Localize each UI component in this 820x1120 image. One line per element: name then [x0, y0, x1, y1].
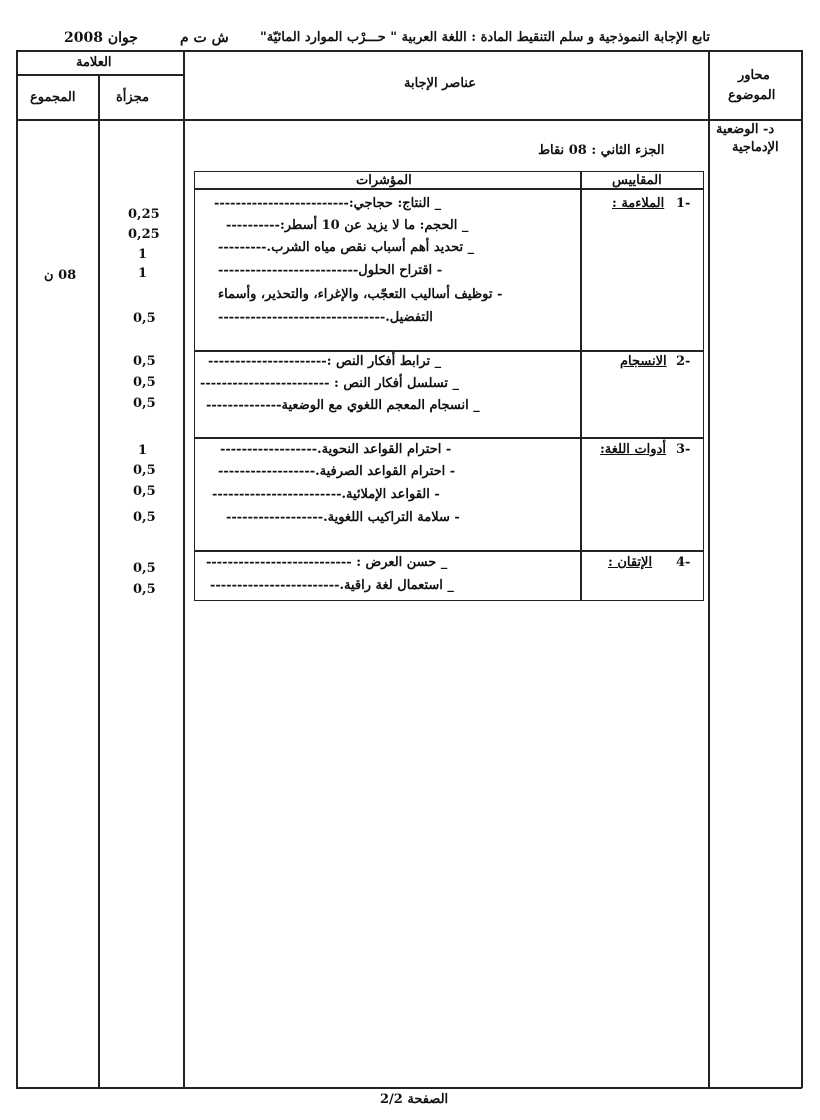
section-divider-1 [194, 350, 704, 352]
total-value: 08 ن [44, 268, 77, 283]
indicator-4-2: _ استعمال لغة راقية.------------------------ [210, 578, 454, 593]
table-left-border [16, 50, 18, 1088]
mark-4-2: 0,5 [133, 582, 156, 597]
axes-header-line2: الموضوع [728, 88, 776, 103]
header-session: ش ت م [180, 30, 229, 46]
mark-3-4: 0,5 [133, 510, 156, 525]
section-divider-3 [194, 550, 704, 552]
mark-2-3: 0,5 [133, 396, 156, 411]
indicator-1-5: - توظيف أساليب التعجّب، والإغراء، والتحذير، وأسماء [218, 287, 503, 302]
mark-2-2: 0,5 [133, 375, 156, 390]
indicator-1-3: _ تحديد أهم أسباب نقص مياه الشرب.--------- [218, 240, 475, 255]
indicator-2-2: _ تسلسل أفكار النص : ------------------------ [200, 376, 460, 391]
axes-header-line1: محاور [738, 68, 770, 83]
col-divider-answers-axes [708, 50, 710, 1088]
mark-1-4: 1 [138, 266, 148, 281]
table-header-bottom-border [16, 119, 802, 121]
criterion-4-label: الإتقان : [608, 555, 653, 570]
mark-1-1: 0,25 [128, 207, 160, 222]
criterion-4-num: 4- [676, 555, 691, 570]
indicator-3-1: - احترام القواعد النحوية.------------------ [220, 442, 452, 457]
col-divider-total-partial [98, 74, 100, 1088]
inner-col-divider [580, 171, 582, 601]
criterion-1-label: الملاءمة : [612, 196, 665, 211]
criterion-2-label: الانسجام [620, 354, 667, 369]
mark-1-5: 0,5 [133, 311, 156, 326]
indicator-2-3: _ انسجام المعجم اللغوي مع الوضعية-------------- [206, 398, 480, 413]
indicator-3-2: - احترام القواعد الصرفية.------------------ [218, 464, 456, 479]
mark-subheader-line [16, 74, 183, 76]
part-title: الجزء الثاني : 08 نقاط [538, 143, 665, 158]
mark-1-2: 0,25 [128, 227, 160, 242]
criterion-2-num: 2- [676, 354, 691, 369]
mark-2-1: 0,5 [133, 354, 156, 369]
criterion-3-num: 3- [676, 442, 691, 457]
indicator-3-4: - سلامة التراكيب اللغوية.------------------ [226, 510, 460, 525]
indicator-1-1: _ النتاج: حجاجي:------------------------- [214, 196, 442, 211]
table-bottom-border [16, 1087, 802, 1089]
partial-header: مجزأة [116, 90, 149, 105]
indicator-1-2: _ الحجم: ما لا يزيد عن 10 أسطر:---------- [226, 218, 469, 233]
indicator-2-1: _ ترابط أفكار النص :---------------------- [208, 354, 442, 369]
mark-1-3: 1 [138, 247, 148, 262]
criterion-3-label: أدوات اللغة: [600, 442, 666, 457]
mark-3-3: 0,5 [133, 484, 156, 499]
indicator-1-6: التفضيل.------------------------------- [218, 310, 433, 325]
mark-4-1: 0,5 [133, 561, 156, 576]
criterion-1-num: 1- [676, 196, 691, 211]
header-title: تابع الإجابة النموذجية و سلم التنقيط المادة : اللغة العربية " حـــرْب الموارد المائيّة" [260, 30, 710, 45]
indicators-header: المؤشرات [356, 173, 412, 188]
section-divider-2 [194, 437, 704, 439]
header-date: جوان 2008 [64, 30, 138, 46]
mark-header: العلامة [76, 55, 112, 70]
axis-label-line2: الإدماجية [732, 140, 779, 155]
criteria-header: المقاييس [612, 173, 662, 188]
page-number: الصفحة 2/2 [380, 1092, 449, 1107]
col-divider-partial-answers [183, 50, 185, 1088]
indicator-4-1: _ حسن العرض : --------------------------- [206, 555, 448, 570]
total-header: المجموع [30, 90, 76, 105]
table-top-border [16, 50, 802, 52]
mark-3-2: 0,5 [133, 463, 156, 478]
indicator-3-3: - القواعد الإملائية.------------------------ [212, 487, 440, 502]
axis-label-line1: د- الوضعية [716, 122, 775, 137]
answer-elements-header: عناصر الإجابة [404, 76, 476, 91]
table-right-border [801, 50, 803, 1088]
indicator-1-4: - اقتراح الحلول-------------------------- [218, 263, 443, 278]
mark-3-1: 1 [138, 443, 148, 458]
